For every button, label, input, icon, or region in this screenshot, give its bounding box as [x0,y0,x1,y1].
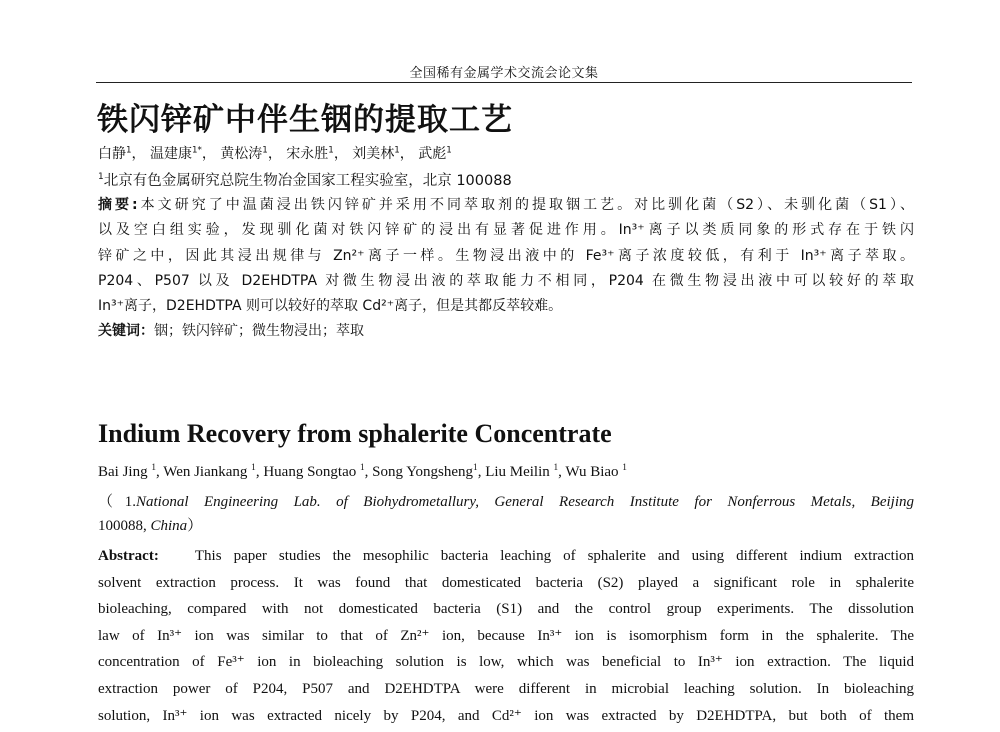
author: 宋永胜$^1$ [286,145,334,162]
abstract-line: concentration of Fe³⁺ ion in bioleaching solution is low, which was beneficial to In³⁺ ion extraction. The liquid [98,654,914,671]
abstract-line: bioleaching, compared with not domesticated bacteria (S1) and the control group experiments. The dissolution [98,601,914,618]
cn-authors: 白静$^1$， 温建康$^{1*}$， 黄松涛$^1$， 宋永胜$^1$， 刘美林$^1$， 武彪$^1$ [98,145,452,162]
author: 武彪$^1$ [418,145,452,162]
cn-title: 铁闪锌矿中伴生铟的提取工艺 [97,102,513,138]
abstract-line: extraction power of P204, P507 and D2EHDTPA were different in microbial leaching solution. In bioleaching [98,680,914,697]
author: Song Yongsheng$^1$ [372,463,478,480]
author: 刘美林$^1$ [352,145,400,162]
cn-abstract [98,193,914,319]
abstract-line: In³⁺离子，D2EHDTPA 则可以较好的萃取 Cd²⁺离子，但是其都反萃较难。 [98,298,563,315]
en-title: Indium Recovery from sphalerite Concentrate [98,419,612,448]
author: Wu Biao $^1$ [565,463,627,480]
abstract-line: 以及空白组实验，发现驯化菌对铁闪锌矿的浸出有显著促进作用。In³⁺离子以类质同象的形式存在于铁闪 [98,222,914,239]
abstract-label: Abstract: [98,548,159,564]
en-affiliation: （1.National Engineering Lab. of Biohydrometallury, General Research Institute for Nonferrous Metals, Beijing 100088, China） [98,494,914,534]
cn-keywords: 关键词：铟；铁闪锌矿；微生物浸出；萃取 [98,323,364,339]
keywords-label: 关键词： [98,323,154,339]
author: Wen Jiankang $^1$ [163,463,256,480]
abstract-line: law of In³⁺ ion was similar to that of Zn²⁺ ion, because In³⁺ ion is isomorphism form in the sphalerite. The [98,627,914,644]
abstract-line: solution, In³⁺ ion was extracted nicely by P204, and Cd²⁺ ion was extracted by D2EHDTPA, but both of them [98,707,914,724]
abstract-line: 摘要:本文研究了中温菌浸出铁闪锌矿并采用不同萃取剂的提取铟工艺。对比驯化菌（S2）、未驯化菌（S1）、 [98,197,914,213]
author: Huang Songtao $^1$ [263,463,365,480]
abstract-line: P204、P507 以及 D2EHDTPA 对微生物浸出液的萃取能力不相同，P204 在微生物浸出液中可以较好的萃取 [98,272,914,289]
author: 黄松涛$^1$ [220,145,268,162]
author: 温建康$^{1*}$ [149,145,202,162]
header-rule [96,82,912,83]
en-abstract [98,543,914,729]
abstract-label: 摘要: [98,197,138,213]
author: Bai Jing $^1$ [98,463,156,480]
en-authors: Bai Jing $^1$, Wen Jiankang $^1$, Huang Songtao $^1$, Song Yongsheng$^1$, Liu Meilin $^1$, Wu Biao $^1$ [98,463,627,480]
cn-affiliation: $^1$北京有色金属研究总院生物冶金国家工程实验室，北京 100088 [98,172,512,189]
author: 白静$^1$ [98,145,132,162]
author: Liu Meilin $^1$ [485,463,559,480]
abstract-line: 锌矿之中，因此其浸出规律与 Zn²⁺离子一样。生物浸出液中的 Fe³⁺离子浓度较低，有利于 In³⁺离子萃取。 [98,247,914,264]
running-header: 全国稀有金属学术交流会论文集 [409,66,599,81]
abstract-line: Abstract: This paper studies the mesophilic bacteria leaching of sphalerite and using different indium extraction [98,548,914,564]
abstract-line: solvent extraction process. It was found that domesticated bacteria (S2) played a significant role in sphalerite [98,574,914,591]
